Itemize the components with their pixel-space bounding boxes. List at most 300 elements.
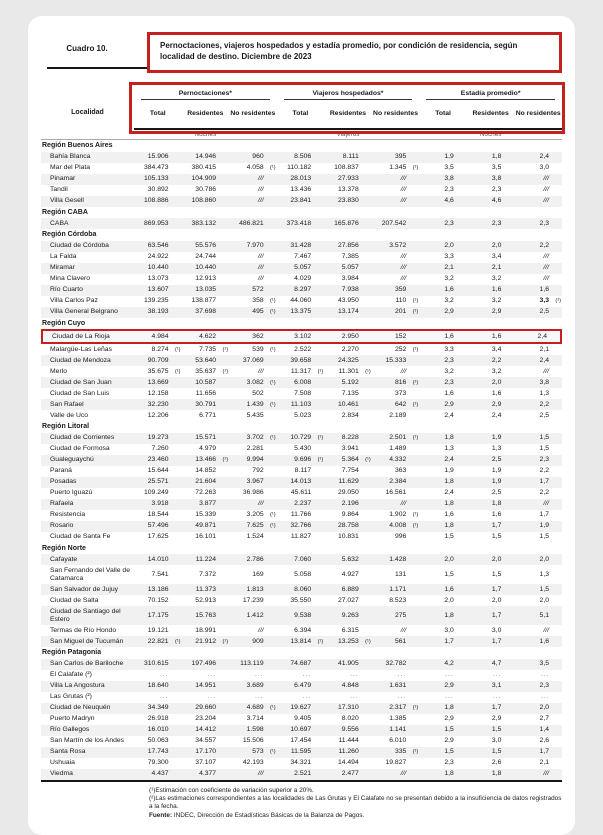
- value-cell: 1,8: [467, 152, 515, 163]
- value-cell: 275: [372, 606, 420, 625]
- value-cell: 12.913: [195, 275, 217, 282]
- value-cell: 10.831: [337, 533, 359, 540]
- value-cell: 1,9: [467, 477, 515, 488]
- region-header-row: [41, 421, 562, 433]
- value-cell: 165.876: [324, 218, 372, 229]
- region-name: Región Norte: [42, 544, 86, 552]
- table-row: [41, 399, 562, 410]
- value-cell: 486.821: [229, 218, 277, 229]
- region-name: Región Córdoba: [42, 231, 97, 238]
- value-cell: 23.830: [324, 196, 372, 207]
- value-cell: ///: [257, 253, 264, 260]
- region-name: Región Buenos Aires: [42, 142, 113, 149]
- value-cell: ...: [492, 671, 502, 678]
- value-cell: 34.557: [195, 737, 217, 744]
- value-cell: 14.852: [195, 467, 217, 474]
- value-cell: 13.253 (¹): [324, 636, 372, 647]
- value-cell: 30.892: [147, 186, 169, 193]
- value-cell: 1,8: [419, 499, 467, 510]
- value-cell: ///: [372, 174, 420, 185]
- locality-cell: Malargüe-Las Leñas: [50, 345, 112, 353]
- value-cell: 1,6: [444, 511, 454, 518]
- value-cell: 1.412: [229, 606, 277, 625]
- value-cell: 1,6: [467, 285, 515, 296]
- table-row: [41, 565, 562, 584]
- value-cell: 4.029: [294, 275, 312, 282]
- footnotes: [149, 787, 562, 821]
- value-cell: 7.135: [341, 389, 359, 397]
- value-cell: 5.057: [277, 263, 325, 274]
- value-cell: 1,7: [539, 511, 549, 518]
- value-cell: 10.587: [182, 377, 230, 388]
- value-cell: 4.008 (¹): [372, 521, 420, 532]
- statistics-table-wrap: [41, 85, 562, 782]
- value-cell: 131: [394, 570, 407, 578]
- locality-cell: Rosario: [41, 521, 134, 532]
- value-cell: 3,8: [419, 174, 467, 185]
- value-cell: 207.542: [372, 218, 420, 229]
- value-cell: 23.460: [134, 455, 182, 466]
- value-cell: 11.629: [324, 477, 372, 488]
- value-cell: ...: [302, 671, 312, 678]
- value-cell: 1,5: [539, 533, 549, 540]
- value-cell: 17.170: [182, 747, 230, 758]
- value-cell: 1,7: [419, 636, 467, 647]
- value-cell: ///: [229, 769, 277, 780]
- value-cell: 108.837: [334, 164, 359, 171]
- value-cell: 15.571: [182, 433, 230, 444]
- value-cell: 2,3: [514, 218, 562, 229]
- value-cell: 1,5: [514, 584, 562, 595]
- value-cell: 74.687: [277, 659, 325, 670]
- value-cell: 373: [394, 389, 407, 397]
- value-cell: 2.522: [294, 345, 312, 353]
- value-cell: 9.994: [229, 455, 277, 466]
- value-cell: 3.205 (¹): [246, 511, 276, 518]
- value-cell: 2,3: [444, 759, 454, 766]
- value-cell: 996: [394, 533, 407, 540]
- table-row: [41, 174, 562, 185]
- locality-cell: La Falda: [50, 253, 77, 260]
- table-row: [41, 477, 562, 488]
- table-row: [41, 410, 562, 421]
- value-cell: 24.744: [195, 253, 217, 260]
- value-cell: 5.632: [324, 554, 372, 565]
- value-cell: 2,0: [467, 554, 515, 565]
- value-cell: 7.735 (¹): [199, 345, 229, 353]
- value-cell: ///: [400, 186, 407, 193]
- value-cell: 32.230: [134, 399, 182, 410]
- value-cell: 12.206: [147, 411, 169, 419]
- value-cell: 1,5: [467, 725, 515, 736]
- value-cell: 25.571: [134, 477, 182, 488]
- locality-cell: Gualeguaychú: [41, 455, 134, 466]
- table-row: [41, 355, 562, 366]
- table-row: [41, 584, 562, 595]
- table-row: [41, 488, 562, 499]
- value-cell: 1,9: [419, 152, 467, 163]
- region-header-row: [41, 318, 562, 330]
- value-cell: 52.913: [195, 596, 217, 604]
- value-cell: 24.325: [324, 355, 372, 366]
- value-cell: 14.951: [182, 681, 230, 692]
- locality-cell: San Salvador de Jujuy: [41, 584, 134, 595]
- value-cell: 27.027: [337, 596, 359, 604]
- table-row: [41, 521, 562, 532]
- value-cell: 2,6: [539, 737, 549, 744]
- locality-cell: Mar del Plata: [50, 164, 91, 171]
- value-cell: 2.189: [389, 411, 407, 419]
- value-cell: 18.640: [134, 681, 182, 692]
- value-cell: ///: [257, 367, 264, 375]
- value-cell: 384.473: [143, 164, 169, 171]
- value-cell: 383.132: [182, 218, 230, 229]
- value-cell: ///: [257, 186, 264, 193]
- value-cell: 5.023: [294, 411, 312, 419]
- value-cell: 13.466 (¹): [182, 455, 230, 466]
- value-cell: 6.394: [294, 626, 312, 634]
- value-cell: 2,5: [514, 307, 562, 318]
- value-cell: 395: [372, 152, 420, 163]
- table-row: [41, 606, 562, 625]
- value-cell: 2,2: [514, 241, 562, 252]
- table-row: [41, 274, 562, 285]
- value-cell: ...: [445, 671, 454, 678]
- value-cell: 310.615: [134, 659, 182, 670]
- table-row: [41, 252, 562, 263]
- region-header-row: [41, 207, 562, 219]
- group-header-pernoctaciones: Pernoctaciones*: [134, 85, 277, 100]
- value-cell: 2,1: [539, 759, 549, 766]
- value-cell: 5.435: [246, 411, 264, 419]
- value-cell: ///: [514, 499, 562, 510]
- locality-cell: El Calafate (²): [50, 671, 92, 678]
- value-cell: 7.060: [277, 554, 325, 565]
- value-cell: 57.496: [134, 521, 182, 532]
- value-cell: 15.339: [195, 511, 217, 518]
- subheader-no-residentes: No residentes: [515, 110, 561, 118]
- value-cell: 72.263: [195, 489, 217, 496]
- value-cell: 30.791: [182, 399, 230, 410]
- value-cell: 2,1: [467, 263, 515, 274]
- table-row: [41, 377, 562, 388]
- value-cell: 1,7: [467, 584, 515, 595]
- value-cell: 10.729 (¹): [277, 433, 325, 444]
- value-cell: ...: [397, 693, 407, 700]
- value-cell: ...: [207, 693, 217, 700]
- value-cell: 11.827: [290, 533, 312, 540]
- value-cell: 5.192: [324, 377, 372, 388]
- unit-noches: Noches: [419, 128, 562, 140]
- value-cell: 13.035: [182, 285, 230, 296]
- subheader-total: Total: [149, 110, 166, 118]
- locality-cell: Merlo: [50, 367, 67, 375]
- subheader-no-residentes: No residentes: [230, 110, 276, 118]
- table-row: [41, 366, 562, 377]
- value-cell: ///: [514, 174, 562, 185]
- value-cell: 2,1: [419, 263, 467, 274]
- table-row: [41, 532, 562, 543]
- value-cell: 37.069: [229, 355, 277, 366]
- value-cell: 23.841: [277, 196, 325, 207]
- value-cell: 23.204: [195, 715, 217, 722]
- value-cell: 1,8: [419, 521, 467, 532]
- locality-cell: Ciudad de Salta: [50, 596, 99, 604]
- value-cell: 4.058 (¹): [246, 164, 276, 171]
- value-cell: 28.758: [324, 521, 372, 532]
- value-cell: 18.991: [195, 626, 217, 634]
- value-cell: 30.786: [195, 186, 217, 193]
- subheader-residentes: Residentes: [472, 110, 509, 118]
- value-cell: ///: [257, 275, 264, 282]
- value-cell: 4.927: [341, 570, 359, 578]
- value-cell: ///: [229, 499, 277, 510]
- value-cell: 19.273: [134, 433, 182, 444]
- value-cell: 3,0: [491, 626, 502, 634]
- value-cell: 3,3 (¹): [539, 297, 561, 304]
- value-cell: ...: [254, 671, 264, 678]
- value-cell: 2,0: [444, 596, 454, 604]
- value-cell: 14.010: [134, 554, 182, 565]
- value-cell: 2.834: [341, 411, 359, 419]
- table-row: [41, 263, 562, 274]
- value-cell: 2,4: [514, 329, 562, 344]
- value-cell: 2,9: [467, 307, 515, 318]
- value-cell: 13.073: [147, 275, 169, 282]
- region-name: Región Cuyo: [42, 319, 86, 327]
- value-cell: 11.766: [290, 511, 312, 518]
- value-cell: 2,0: [539, 596, 549, 604]
- value-cell: 2,0: [467, 241, 515, 252]
- region-name: Región Patagonia: [42, 649, 102, 656]
- value-cell: 1,8: [419, 477, 467, 488]
- value-cell: 1,3: [444, 445, 454, 452]
- value-cell: 7.754: [341, 467, 359, 474]
- value-cell: 11.595: [277, 747, 325, 758]
- table-row: [41, 659, 562, 670]
- value-cell: ///: [543, 186, 549, 193]
- value-cell: 108.860: [182, 196, 230, 207]
- value-cell: 2,4: [491, 411, 502, 419]
- value-cell: 4.979: [199, 445, 217, 452]
- value-cell: 1.489: [389, 445, 407, 452]
- value-cell: ///: [543, 275, 549, 282]
- value-cell: 2,4: [514, 152, 562, 163]
- value-cell: 19.627: [277, 703, 325, 714]
- value-cell: 4.437: [134, 769, 182, 780]
- value-cell: 55.576: [182, 241, 230, 252]
- table-row: [41, 466, 562, 477]
- value-cell: 15.906: [134, 152, 182, 163]
- value-cell: 13.174: [324, 307, 372, 318]
- column-header-locality: Localidad: [41, 85, 134, 140]
- group-header-viajeros: Viajeros hospedados*: [277, 85, 420, 100]
- value-cell: 1,7: [514, 747, 562, 758]
- footnote-2: (²)Las estimaciones correspondientes a las localidades de Las Grutas y El Calafate no se presentan debido a la insuficiencia de datos registrados a la fecha.: [149, 795, 562, 811]
- value-cell: ///: [400, 626, 407, 634]
- value-cell: ...: [159, 671, 169, 678]
- value-cell: 9.538: [277, 606, 325, 625]
- table-row: [41, 554, 562, 565]
- value-cell: 539 (¹): [252, 345, 276, 353]
- value-cell: 1,5: [444, 570, 454, 578]
- locality-cell: CABA: [41, 218, 134, 229]
- value-cell: 3,0: [539, 164, 549, 171]
- value-cell: 11.224: [182, 554, 230, 565]
- value-cell: 3,0: [491, 737, 502, 744]
- value-cell: 44.060: [290, 297, 312, 304]
- value-cell: 49.871: [182, 521, 230, 532]
- value-cell: 1.902 (¹): [389, 511, 419, 518]
- value-cell: 109.249: [143, 489, 169, 496]
- value-cell: 34.349: [134, 703, 182, 714]
- value-cell: 11.260: [324, 747, 372, 758]
- value-cell: 2,3: [514, 455, 562, 466]
- value-cell: 3.967: [229, 477, 277, 488]
- value-cell: 2,2: [514, 399, 562, 410]
- table-row: [41, 163, 562, 174]
- value-cell: 2,9: [419, 681, 467, 692]
- value-cell: 3,3: [444, 345, 454, 353]
- value-cell: ///: [229, 174, 277, 185]
- value-cell: 15.644: [147, 467, 169, 474]
- value-cell: 152: [372, 329, 420, 344]
- subheader-total: Total: [292, 110, 309, 118]
- value-cell: 1,5: [467, 747, 515, 758]
- value-cell: 4,2: [419, 659, 467, 670]
- value-cell: 362: [229, 329, 277, 344]
- locality-cell: Ciudad de La Rioja: [41, 329, 134, 344]
- table-row: [41, 455, 562, 466]
- value-cell: 5,1: [514, 606, 562, 625]
- value-cell: 197.496: [182, 659, 230, 670]
- value-cell: 10.440: [182, 263, 230, 274]
- value-cell: 2,5: [467, 455, 515, 466]
- value-cell: 869.953: [134, 218, 182, 229]
- value-cell: 1,5: [539, 445, 549, 452]
- locality-cell: Villa General Belgrano: [41, 307, 134, 318]
- value-cell: 2,3: [419, 355, 467, 366]
- table-row: [41, 736, 562, 747]
- table-row: [41, 152, 562, 163]
- value-cell: 6.771: [199, 411, 217, 419]
- value-cell: ///: [400, 275, 407, 282]
- value-cell: 358 (¹): [252, 297, 276, 304]
- value-cell: 2,3: [467, 218, 515, 229]
- value-cell: 15.333: [372, 355, 420, 366]
- value-cell: 3,0: [444, 626, 454, 634]
- value-cell: 104.909: [182, 174, 230, 185]
- locality-cell: Termas de Río Hondo: [50, 626, 117, 634]
- value-cell: 380.415: [191, 164, 217, 171]
- table-row: [41, 241, 562, 252]
- value-cell: 5.058: [294, 570, 312, 578]
- value-cell: ///: [400, 253, 407, 260]
- value-cell: 24.922: [147, 253, 169, 260]
- value-cell: 2.270: [341, 345, 359, 353]
- value-cell: 1,8: [419, 606, 467, 625]
- value-cell: 17.175: [134, 606, 182, 625]
- value-cell: 13.436: [290, 186, 312, 193]
- value-cell: 5.430: [294, 445, 312, 452]
- value-cell: 13.607: [134, 285, 182, 296]
- value-cell: 1,3: [491, 445, 502, 452]
- value-cell: 1.385: [389, 715, 407, 722]
- value-cell: 1,4: [514, 725, 562, 736]
- value-cell: 7.970: [229, 241, 277, 252]
- value-cell: ...: [254, 693, 264, 700]
- value-cell: ///: [372, 769, 420, 780]
- value-cell: 7.260: [151, 445, 169, 452]
- value-cell: 2.317 (¹): [372, 703, 420, 714]
- table-number-label: Cuadro 10.: [66, 44, 108, 53]
- region-header-row: [41, 229, 562, 241]
- table-row: [41, 307, 562, 318]
- value-cell: 960: [229, 152, 277, 163]
- value-cell: 2.501 (¹): [372, 433, 420, 444]
- value-cell: 1,9: [444, 467, 454, 474]
- value-cell: 8.274 (¹): [151, 345, 181, 353]
- value-cell: 4,6: [467, 196, 515, 207]
- table-row: [41, 747, 562, 758]
- table-title: Pernoctaciones, viajeros hospedados y estadía promedio, por condición de residencia, según localidad de destino. Diciembre de 2023: [147, 32, 562, 73]
- value-cell: 12.158: [147, 389, 169, 397]
- value-cell: 573 (¹): [229, 747, 277, 758]
- value-cell: 16.101: [195, 533, 217, 540]
- value-cell: 335 (¹): [372, 747, 420, 758]
- value-cell: 2,4: [514, 355, 562, 366]
- value-cell: 13.378: [337, 186, 359, 193]
- value-cell: 11.656: [195, 389, 217, 397]
- value-cell: 21.604: [182, 477, 230, 488]
- value-cell: 2,3: [419, 218, 467, 229]
- locality-cell: Villa Carlos Paz: [50, 297, 98, 304]
- unit-noches: Noches: [134, 128, 277, 140]
- table-row: [41, 185, 562, 196]
- value-cell: 1,5: [444, 533, 454, 540]
- value-cell: 2,5: [491, 489, 502, 496]
- value-cell: 1,7: [514, 477, 562, 488]
- value-cell: 31.428: [277, 241, 325, 252]
- value-cell: 90.709: [134, 355, 182, 366]
- value-cell: 32.766: [277, 521, 325, 532]
- value-cell: 2,1: [539, 345, 549, 353]
- value-cell: 1.524: [246, 533, 264, 540]
- value-cell: 169: [252, 570, 264, 578]
- value-cell: 10.697: [277, 725, 325, 736]
- value-cell: 2.196: [324, 499, 372, 510]
- table-row: [41, 758, 562, 769]
- locality-cell: Río Cuarto: [41, 285, 134, 296]
- value-cell: 2.281: [246, 445, 264, 452]
- locality-cell: Posadas: [41, 477, 134, 488]
- locality-cell: Viedma: [41, 769, 134, 780]
- value-cell: ///: [543, 626, 549, 634]
- value-cell: 495 (¹): [229, 307, 277, 318]
- value-cell: 63.546: [134, 241, 182, 252]
- locality-cell: Ciudad de Mendoza: [41, 355, 134, 366]
- value-cell: ///: [514, 196, 562, 207]
- value-cell: 1,9: [514, 521, 562, 532]
- value-cell: 11.301 (¹): [338, 367, 371, 375]
- value-cell: 18.544: [147, 511, 169, 518]
- locality-cell: Cafayate: [41, 554, 134, 565]
- table-row: [41, 681, 562, 692]
- value-cell: ...: [540, 693, 549, 700]
- value-cell: 2,4: [444, 411, 454, 419]
- locality-cell: Rafaela: [41, 499, 134, 510]
- value-cell: 1,9: [491, 467, 502, 474]
